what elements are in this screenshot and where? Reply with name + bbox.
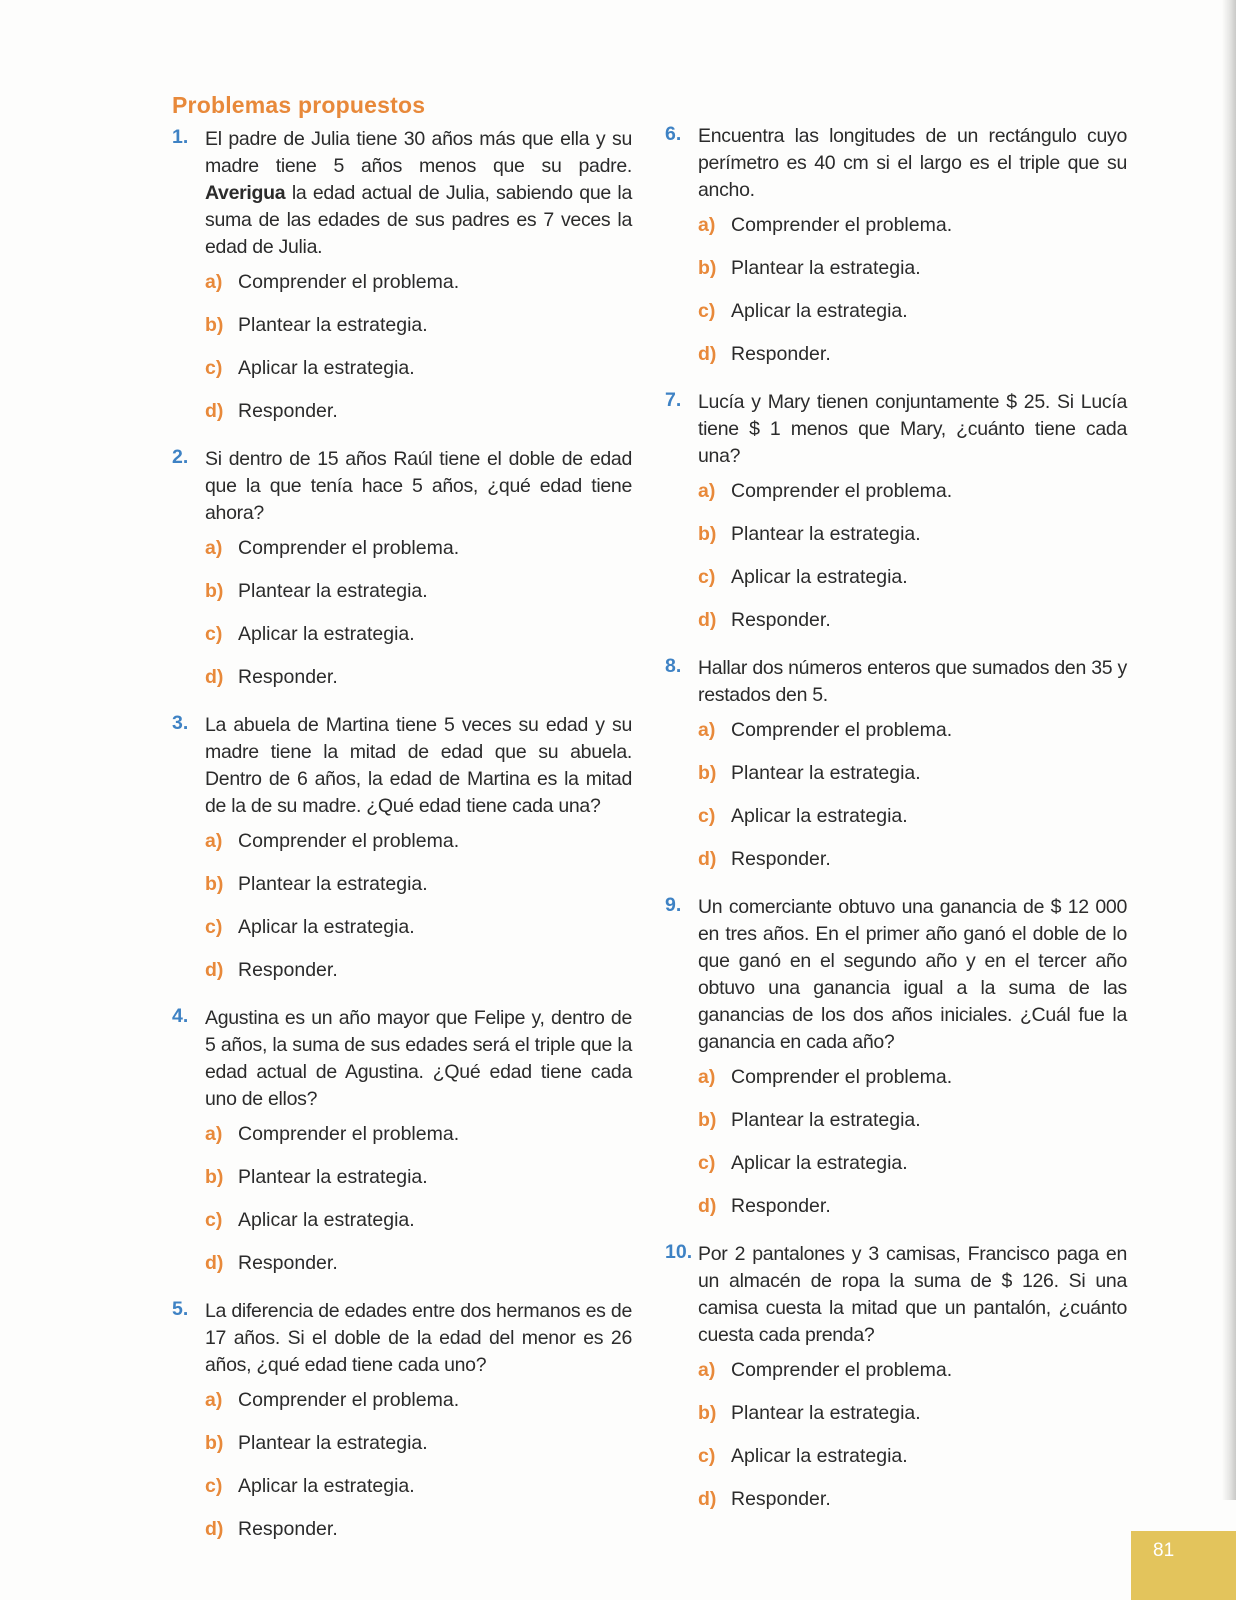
step-label: Comprender el problema. xyxy=(238,271,460,293)
step-item xyxy=(205,269,632,312)
step-item xyxy=(698,255,1127,298)
step-letter: d) xyxy=(205,1252,224,1274)
step-label: Comprender el problema. xyxy=(238,1389,460,1411)
problem-number: 10. xyxy=(665,1241,693,1263)
problem-number: 5. xyxy=(172,1298,189,1320)
step-item xyxy=(698,298,1127,341)
step-item xyxy=(205,398,632,441)
step-letter: a) xyxy=(698,719,716,741)
step-item xyxy=(205,1387,632,1430)
step-item xyxy=(205,1516,632,1559)
step-list xyxy=(205,535,632,707)
step-item xyxy=(698,760,1127,803)
step-item xyxy=(698,564,1127,607)
step-list xyxy=(698,1357,1127,1529)
step-letter: c) xyxy=(698,805,716,827)
step-label: Aplicar la estrategia. xyxy=(238,357,415,379)
problem-statement: Agustina es un año mayor que Felipe y, dentro de 5 años, la suma de sus edades será el triple que la edad actual de Agustina. ¿Qué edad tiene cada uno de ellos? xyxy=(205,1007,632,1110)
step-label: Plantear la estrategia. xyxy=(238,580,428,602)
step-label: Aplicar la estrategia. xyxy=(731,1445,908,1467)
step-letter: a) xyxy=(698,480,716,502)
step-label: Aplicar la estrategia. xyxy=(238,1209,415,1231)
step-label: Responder. xyxy=(731,848,831,870)
problem-statement: La diferencia de edades entre dos hermanos es de 17 años. Si el doble de la edad del menor es 26 años, ¿qué edad tiene cada uno? xyxy=(205,1300,632,1376)
problem-10 xyxy=(665,1241,1127,1529)
step-letter: a) xyxy=(205,537,223,559)
step-item xyxy=(698,607,1127,650)
problem-statement xyxy=(205,126,632,261)
step-item xyxy=(698,1064,1127,1107)
problem-statement: Lucía y Mary tienen conjuntamente $ 25. Si Lucía tiene $ 1 menos que Mary, ¿cuánto tiene cada una? xyxy=(698,391,1127,467)
problem-5 xyxy=(172,1298,632,1559)
step-label: Responder. xyxy=(731,609,831,631)
page-title: Problemas propuestos xyxy=(172,92,426,118)
problem-number: 3. xyxy=(172,712,189,734)
problem-number: 1. xyxy=(172,126,189,148)
step-list xyxy=(698,212,1127,384)
problem-1 xyxy=(172,126,632,441)
step-label: Comprender el problema. xyxy=(238,537,460,559)
step-item xyxy=(698,717,1127,760)
problem-statement: Hallar dos números enteros que sumados den 35 y restados den 5. xyxy=(698,657,1127,706)
step-label: Comprender el problema. xyxy=(731,1359,953,1381)
step-letter: d) xyxy=(698,848,717,870)
step-letter: c) xyxy=(205,623,223,645)
step-item xyxy=(698,1193,1127,1236)
problem-statement: Encuentra las longitudes de un rectángulo cuyo perímetro es 40 cm si el largo es el triple que su ancho. xyxy=(698,125,1127,201)
page-edge-shadow xyxy=(1222,0,1236,1500)
step-list xyxy=(205,828,632,1000)
step-letter: c) xyxy=(698,1152,716,1174)
step-list xyxy=(205,1387,632,1559)
step-letter: c) xyxy=(205,1475,223,1497)
step-letter: a) xyxy=(205,1389,223,1411)
step-letter: b) xyxy=(698,762,717,784)
step-label: Plantear la estrategia. xyxy=(238,873,428,895)
step-letter: b) xyxy=(698,257,717,279)
problem-statement: Por 2 pantalones y 3 camisas, Francisco paga en un almacén de ropa la suma de $ 126. Si una camisa cuesta la mitad que un pantalón, ¿cuánto cuesta cada prenda? xyxy=(698,1243,1127,1346)
step-item xyxy=(205,1430,632,1473)
problem-8 xyxy=(665,655,1127,889)
step-letter: b) xyxy=(698,1402,717,1424)
step-letter: d) xyxy=(205,1518,224,1540)
step-label: Plantear la estrategia. xyxy=(731,523,921,545)
statement-part: la edad actual de Julia, sabiendo que la suma de las edades de sus padres es 7 veces la edad de Julia. xyxy=(205,182,632,258)
step-letter: d) xyxy=(205,959,224,981)
step-item xyxy=(205,578,632,621)
step-letter: b) xyxy=(205,314,224,336)
step-label: Plantear la estrategia. xyxy=(238,1166,428,1188)
page-number: 81 xyxy=(1153,1540,1175,1561)
step-letter: b) xyxy=(698,1109,717,1131)
left-column xyxy=(172,126,632,1564)
step-label: Aplicar la estrategia. xyxy=(238,1475,415,1497)
problem-number: 2. xyxy=(172,446,189,468)
problem-2 xyxy=(172,446,632,707)
step-item xyxy=(698,212,1127,255)
step-item xyxy=(698,1150,1127,1193)
step-letter: d) xyxy=(698,1488,717,1510)
step-item xyxy=(205,621,632,664)
step-label: Comprender el problema. xyxy=(731,719,953,741)
step-letter: c) xyxy=(205,1209,223,1231)
step-letter: b) xyxy=(205,1432,224,1454)
step-item xyxy=(205,914,632,957)
problem-statement: La abuela de Martina tiene 5 veces su edad y su madre tiene la mitad de edad que su abuela. Dentro de 6 años, la edad de Martina es la mitad de la de su madre. ¿Qué edad tiene cada una? xyxy=(205,714,632,817)
step-item xyxy=(205,871,632,914)
step-letter: a) xyxy=(205,271,223,293)
step-list xyxy=(698,717,1127,889)
step-letter: b) xyxy=(205,1166,224,1188)
step-item xyxy=(205,1121,632,1164)
step-item xyxy=(205,312,632,355)
step-label: Plantear la estrategia. xyxy=(238,1432,428,1454)
step-label: Plantear la estrategia. xyxy=(731,762,921,784)
step-label: Comprender el problema. xyxy=(238,1123,460,1145)
step-item xyxy=(205,957,632,1000)
step-label: Comprender el problema. xyxy=(731,214,953,236)
problem-7 xyxy=(665,389,1127,650)
problem-statement: Si dentro de 15 años Raúl tiene el doble de edad que la que tenía hace 5 años, ¿qué edad tiene ahora? xyxy=(205,448,632,524)
step-item xyxy=(698,1107,1127,1150)
step-letter: d) xyxy=(205,666,224,688)
step-letter: a) xyxy=(205,830,223,852)
problem-number: 4. xyxy=(172,1005,189,1027)
step-item xyxy=(205,355,632,398)
problem-statement: Un comerciante obtuvo una ganancia de $ 12 000 en tres años. En el primer año ganó el doble de lo que ganó en el segundo año y en el tercer año obtuvo una ganancia igual a la suma de las ganancias de los dos años iniciales. ¿Cuál fue la ganancia en cada año? xyxy=(698,896,1127,1053)
step-label: Responder. xyxy=(731,1488,831,1510)
step-letter: b) xyxy=(205,580,224,602)
step-letter: d) xyxy=(698,609,717,631)
step-label: Responder. xyxy=(238,1518,338,1540)
step-letter: a) xyxy=(205,1123,223,1145)
step-letter: a) xyxy=(698,1359,716,1381)
step-label: Aplicar la estrategia. xyxy=(731,566,908,588)
step-label: Aplicar la estrategia. xyxy=(238,623,415,645)
step-letter: c) xyxy=(205,916,223,938)
step-letter: c) xyxy=(698,300,716,322)
step-label: Aplicar la estrategia. xyxy=(238,916,415,938)
step-item xyxy=(698,341,1127,384)
step-label: Comprender el problema. xyxy=(731,480,953,502)
step-item xyxy=(698,846,1127,889)
step-letter: a) xyxy=(698,1066,716,1088)
step-letter: d) xyxy=(698,1195,717,1217)
step-item xyxy=(698,521,1127,564)
problem-number: 8. xyxy=(665,655,682,677)
step-letter: b) xyxy=(698,523,717,545)
problem-3 xyxy=(172,712,632,1000)
step-letter: c) xyxy=(698,566,716,588)
page-number-tab xyxy=(1131,1531,1236,1600)
step-item xyxy=(205,1164,632,1207)
step-letter: d) xyxy=(205,400,224,422)
step-letter: b) xyxy=(205,873,224,895)
step-label: Responder. xyxy=(731,1195,831,1217)
step-item xyxy=(205,664,632,707)
step-item xyxy=(205,535,632,578)
step-item xyxy=(698,1486,1127,1529)
step-item xyxy=(698,803,1127,846)
step-label: Responder. xyxy=(238,959,338,981)
step-label: Aplicar la estrategia. xyxy=(731,1152,908,1174)
problem-number: 6. xyxy=(665,123,682,145)
problem-number: 7. xyxy=(665,389,682,411)
step-label: Aplicar la estrategia. xyxy=(731,300,908,322)
step-label: Responder. xyxy=(238,666,338,688)
step-label: Responder. xyxy=(731,343,831,365)
step-list xyxy=(698,1064,1127,1236)
step-letter: c) xyxy=(698,1445,716,1467)
step-letter: d) xyxy=(698,343,717,365)
step-label: Plantear la estrategia. xyxy=(731,1402,921,1424)
step-item xyxy=(205,1207,632,1250)
statement-emphasis: Averigua xyxy=(205,182,286,204)
step-item xyxy=(205,1250,632,1293)
step-label: Plantear la estrategia. xyxy=(731,257,921,279)
statement-part: El padre de Julia tiene 30 años más que ella y su madre tiene 5 años menos que su padre. xyxy=(205,128,632,177)
step-item xyxy=(698,1357,1127,1400)
step-label: Comprender el problema. xyxy=(731,1066,953,1088)
step-list xyxy=(205,269,632,441)
step-item xyxy=(698,1400,1127,1443)
right-column xyxy=(665,123,1127,1534)
step-label: Responder. xyxy=(238,400,338,422)
step-list xyxy=(698,478,1127,650)
step-label: Comprender el problema. xyxy=(238,830,460,852)
step-item xyxy=(698,478,1127,521)
step-item xyxy=(205,1473,632,1516)
step-letter: c) xyxy=(205,357,223,379)
problem-9 xyxy=(665,894,1127,1236)
step-item xyxy=(698,1443,1127,1486)
problem-number: 9. xyxy=(665,894,682,916)
step-label: Aplicar la estrategia. xyxy=(731,805,908,827)
problem-6 xyxy=(665,123,1127,384)
step-label: Responder. xyxy=(238,1252,338,1274)
step-label: Plantear la estrategia. xyxy=(731,1109,921,1131)
step-label: Plantear la estrategia. xyxy=(238,314,428,336)
step-letter: a) xyxy=(698,214,716,236)
step-item xyxy=(205,828,632,871)
problem-4 xyxy=(172,1005,632,1293)
step-list xyxy=(205,1121,632,1293)
